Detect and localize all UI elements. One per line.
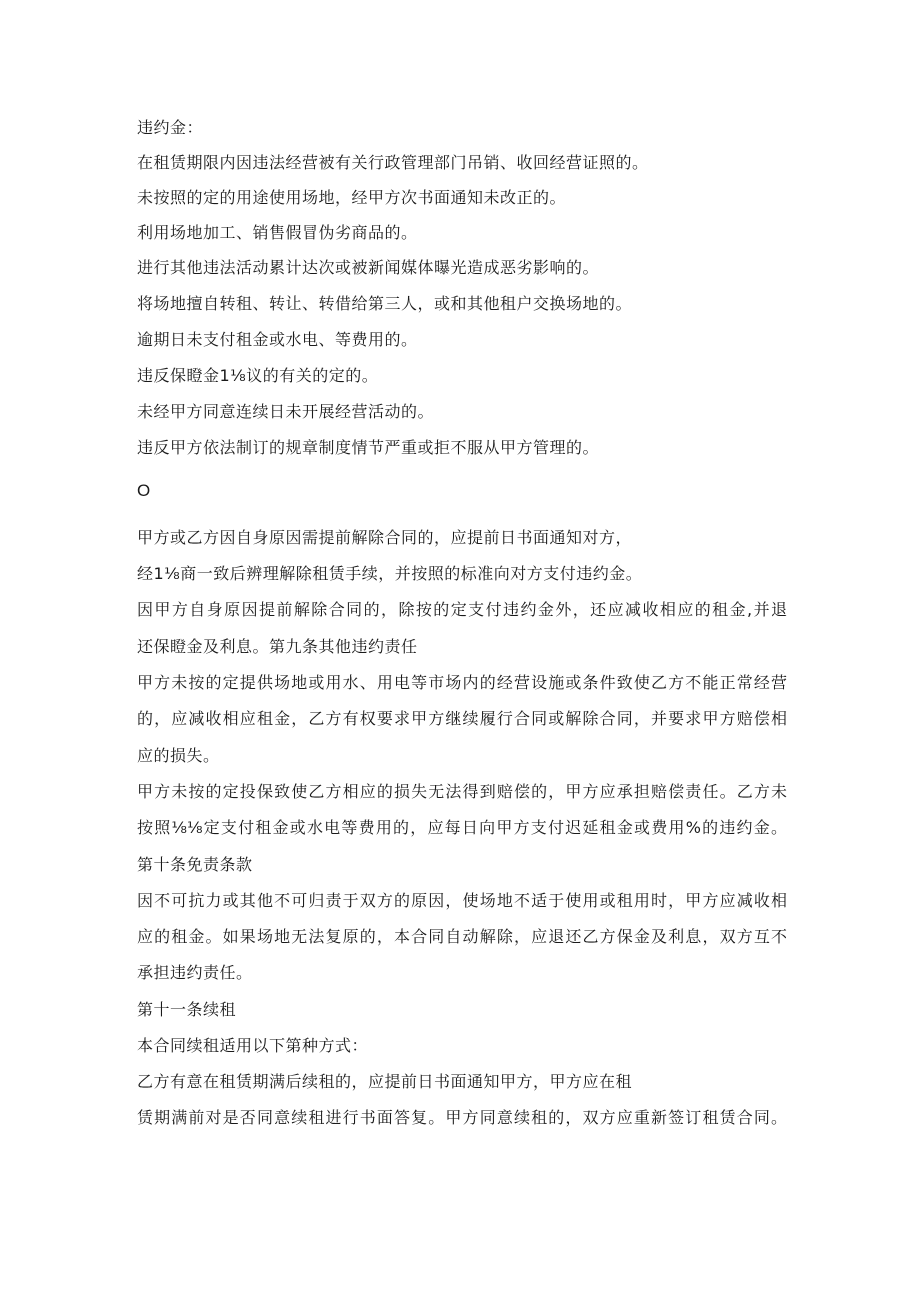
- section-heading: 第十一条续租: [137, 1000, 237, 1019]
- text-line: 进行其他违法活动累计达次或被新闻媒体曝光造成恶劣影响的。: [137, 258, 600, 277]
- text-line: 未按照的定的用途使用场地，经甲方次书面通知未改正的。: [137, 188, 567, 207]
- text-line: 甲方未按的定提供场地或用水、用电等市场内的经营设施或条件致使乙方不能正常经营: [137, 673, 787, 692]
- text-line: 在租赁期限内因违法经营被有关行政管理部门吊销、收回经营证照的。: [137, 153, 649, 172]
- text-line: 赁期满前对是否同意续租进行书面答复。甲方同意续租的，双方应重新签订租赁合同。: [137, 1108, 787, 1127]
- text-line: 承担违约责任。: [137, 963, 253, 982]
- text-line: 甲方未按的定投保致使乙方相应的损失无法得到赔偿的，甲方应承担赔偿责任。乙方未: [137, 782, 787, 801]
- list-marker: O: [137, 481, 151, 500]
- text-line: 因甲方自身原因提前解除合同的，除按的定支付违约金外，还应减收相应的租金,并退: [137, 600, 787, 619]
- text-line: 本合同续租适用以下第种方式：: [137, 1036, 369, 1055]
- text-line: 逾期日未支付租金或水电、等费用的。: [137, 330, 418, 349]
- text-line: 利用场地加工、销售假冒伪劣商品的。: [137, 223, 418, 242]
- text-line: 违约金：: [137, 118, 204, 137]
- text-line: 甲方或乙方因自身原因需提前解除合同的，应提前日书面通知对方，: [137, 528, 633, 547]
- text-line: 乙方有意在租赁期满后续租的，应提前日书面通知甲方，甲方应在租: [137, 1072, 633, 1091]
- section-heading: 第十条免责条款: [137, 855, 253, 874]
- text-line: 的，应减收相应租金，乙方有权要求甲方继续履行合同或解除合同，并要求甲方赔偿相: [137, 709, 787, 728]
- text-line: 应的租金。如果场地无法复原的，本合同自动解除，应退还乙方保金及利息，双方互不: [137, 927, 787, 946]
- text-line: 违反保瞪金1⅛议的有关的定的。: [137, 366, 379, 385]
- text-line: 经1⅛商一致后辨理解除租赁手续，并按照的标准向对方支付违约金。: [137, 564, 643, 583]
- text-line: 违反甲方依法制订的规章制度情节严重或拒不服从甲方管理的。: [137, 438, 600, 457]
- text-line: 将场地擅自转租、转让、转借给第三人，或和其他租户交换场地的。: [137, 294, 633, 313]
- text-line: 应的损失。: [137, 746, 220, 765]
- text-line: 未经甲方同意连续日未开展经营活动的。: [137, 402, 435, 421]
- text-line: 还保瞪金及利息。第九条其他违约责任: [137, 637, 418, 656]
- text-line: 按照⅛⅛定支付租金或水电等费用的，应每日向甲方支付迟延租金或费用%的违约金。: [137, 818, 787, 837]
- text-line: 因不可抗力或其他不可归责于双方的原因，使场地不适于使用或租用时，甲方应减收相: [137, 891, 787, 910]
